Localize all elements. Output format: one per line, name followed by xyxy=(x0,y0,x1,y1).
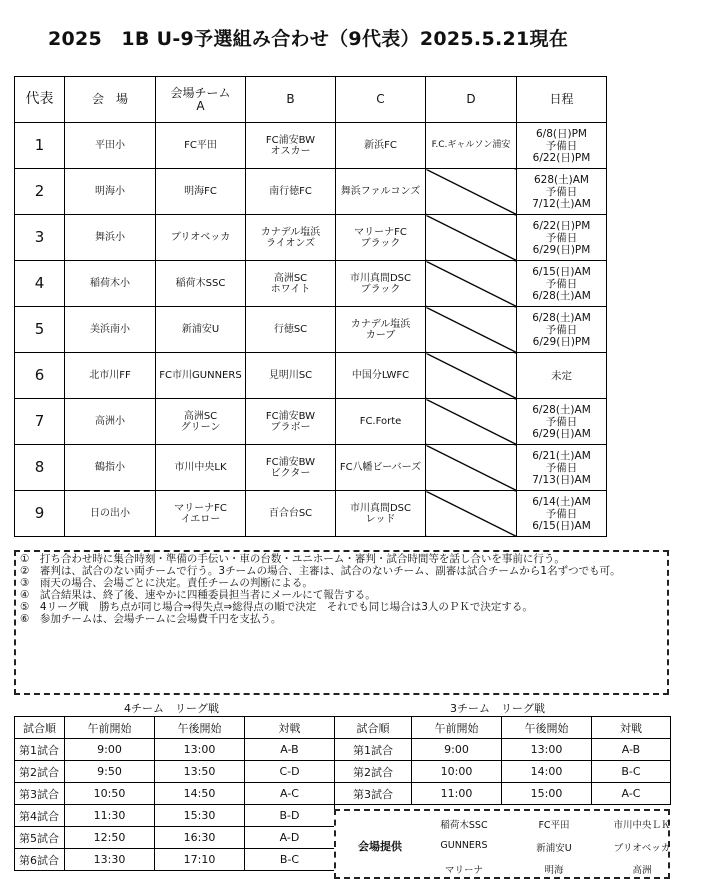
cell-daihyo: 3 xyxy=(15,215,65,261)
schedule-line: 予備日 xyxy=(545,461,578,474)
schedule-row xyxy=(15,215,607,261)
cell-team-c xyxy=(336,307,426,353)
league3-cell: 11:00 xyxy=(412,783,502,805)
team-name-line: ライオンズ xyxy=(265,237,316,249)
schedule-line: 6/21(土)AM xyxy=(532,449,591,462)
cell-venue: 美浜南小 xyxy=(65,307,156,353)
cell-team-d xyxy=(426,261,517,307)
schedule-row xyxy=(15,445,607,491)
cell-daihyo: 1 xyxy=(15,123,65,169)
schedule-line: 6/8(日)PM xyxy=(536,127,587,140)
schedule-line: 6/15(日)AM xyxy=(532,265,591,278)
cell-team-b xyxy=(246,353,336,399)
cell-team-c xyxy=(336,123,426,169)
league3-cell: 第3試合 xyxy=(335,783,412,805)
cell-venue: 日の出小 xyxy=(65,491,156,537)
league3-cell: 13:00 xyxy=(502,739,592,761)
cell-team-c xyxy=(336,215,426,261)
cell-team-b xyxy=(246,399,336,445)
cell-schedule xyxy=(517,215,607,261)
league4-cell: 第6試合 xyxy=(15,849,65,871)
venue-provider-item: 市川中央ＬＫ xyxy=(613,820,671,831)
team-name-line: 市川真間DSC xyxy=(349,502,412,514)
cell-venue: 明海小 xyxy=(65,169,156,215)
schedule-line: 7/12(土)AM xyxy=(532,197,591,210)
league4-cell: 第5試合 xyxy=(15,827,65,849)
league3-cell: B-C xyxy=(592,761,671,783)
schedule-line: 6/15(日)AM xyxy=(532,519,591,532)
venue-provider-item: 明海 xyxy=(544,865,564,876)
header-schedule: 日程 xyxy=(517,77,607,123)
venue-provider-item: ブリオベッカ xyxy=(613,843,671,854)
cell-team-a xyxy=(156,445,246,491)
cell-team-d xyxy=(426,307,517,353)
team-name-line: マリーナFC xyxy=(174,502,227,514)
cell-schedule xyxy=(517,445,607,491)
league4-caption: 4チーム リーグ戦 xyxy=(124,702,219,715)
league4-header: 対戦 xyxy=(245,717,335,739)
team-name-line: ブラック xyxy=(360,283,401,295)
league3-cell: 第2試合 xyxy=(335,761,412,783)
cell-venue: 高洲小 xyxy=(65,399,156,445)
schedule-row xyxy=(15,307,607,353)
league-row xyxy=(15,761,671,783)
cell-daihyo: 2 xyxy=(15,169,65,215)
schedule-line: 7/13(日)AM xyxy=(532,473,591,486)
cell-team-a xyxy=(156,399,246,445)
league4-cell: C-D xyxy=(245,761,335,783)
team-name-line: 舞浜ファルコンズ xyxy=(340,186,421,197)
league4-cell: 13:50 xyxy=(155,761,245,783)
league4-cell: 15:30 xyxy=(155,805,245,827)
league3-cell: 15:00 xyxy=(502,783,592,805)
cell-team-c xyxy=(336,399,426,445)
schedule-row xyxy=(15,491,607,537)
venue-provider-item: マリーナ xyxy=(444,865,483,876)
team-name-line: FC平田 xyxy=(184,140,217,151)
cell-team-c xyxy=(336,353,426,399)
league-row xyxy=(15,739,671,761)
schedule-line: 628(土)AM xyxy=(534,173,589,186)
schedule-line: 予備日 xyxy=(545,507,578,520)
team-name-line: カナデル塩浜 xyxy=(350,318,411,330)
cell-team-d xyxy=(426,169,517,215)
league4-cell: 第4試合 xyxy=(15,805,65,827)
cell-team-d: F.C.ギャルソン浦安 xyxy=(426,123,517,169)
cell-daihyo: 9 xyxy=(15,491,65,537)
schedule-line: 予備日 xyxy=(545,231,578,244)
cell-team-b xyxy=(246,169,336,215)
league3-cell: A-B xyxy=(592,739,671,761)
note-line: ② 審判は、試合のない両チームで行う。3チームの場合、主審は、試合のないチーム、副審は試合チームから1名ずつでも可。 xyxy=(20,565,621,577)
league3-caption: 3チーム リーグ戦 xyxy=(450,702,545,715)
venue-provider-item: GUNNERS xyxy=(440,840,488,851)
schedule-line: 6/29(日)PM xyxy=(532,335,591,348)
league4-cell: A-C xyxy=(245,783,335,805)
cell-team-a xyxy=(156,261,246,307)
team-name-line: 見明川SC xyxy=(268,370,313,381)
league3-header: 試合順 xyxy=(335,717,412,739)
header-team-a-line1: 会場チーム xyxy=(170,85,231,100)
header-team-a xyxy=(156,77,246,123)
team-name-line: マリーナFC xyxy=(354,226,407,238)
cell-venue: 北市川FF xyxy=(65,353,156,399)
schedule-row xyxy=(15,399,607,445)
cell-schedule xyxy=(517,123,607,169)
schedule-line: 6/29(日)PM xyxy=(532,243,591,256)
team-name-line: カナデル塩浜 xyxy=(260,226,321,238)
league3-cell: A-C xyxy=(592,783,671,805)
cell-team-a xyxy=(156,353,246,399)
cell-team-b xyxy=(246,491,336,537)
cell-team-d xyxy=(426,215,517,261)
team-name-line: FC市川GUNNERS xyxy=(159,370,242,381)
league4-cell: 第2試合 xyxy=(15,761,65,783)
league3-cell: 14:00 xyxy=(502,761,592,783)
cell-team-c xyxy=(336,261,426,307)
schedule-row xyxy=(15,261,607,307)
schedule-row xyxy=(15,169,607,215)
schedule-line: 6/28(土)AM xyxy=(532,311,591,324)
team-name-line: ホワイト xyxy=(270,283,311,295)
main-header-row xyxy=(15,77,607,123)
league4-cell: A-B xyxy=(245,739,335,761)
team-name-line: 市川中央LK xyxy=(174,462,227,473)
team-name-line: グリーン xyxy=(180,421,221,433)
header-team-c: C xyxy=(336,77,426,123)
league-header-row xyxy=(15,717,671,739)
cell-schedule xyxy=(517,169,607,215)
team-name-line: ブラック xyxy=(360,237,401,249)
league4-cell: 13:30 xyxy=(65,849,155,871)
team-name-line: 南行徳FC xyxy=(269,186,312,197)
team-name-line: イエロー xyxy=(180,513,221,525)
cell-team-b xyxy=(246,215,336,261)
notes-box xyxy=(14,550,669,695)
league4-cell: A-D xyxy=(245,827,335,849)
league3-cell: 第1試合 xyxy=(335,739,412,761)
league3-cell: 9:00 xyxy=(412,739,502,761)
league4-cell: B-D xyxy=(245,805,335,827)
cell-venue: 鶴指小 xyxy=(65,445,156,491)
venue-provider-label: 会場提供 xyxy=(358,840,402,853)
cell-team-b xyxy=(246,445,336,491)
league3-header: 午前開始 xyxy=(412,717,502,739)
main-schedule-table xyxy=(14,76,607,537)
team-name-line: 市川真間DSC xyxy=(349,272,412,284)
cell-team-a xyxy=(156,123,246,169)
team-name-line: FC八幡ビーバーズ xyxy=(339,462,422,473)
cell-daihyo: 4 xyxy=(15,261,65,307)
header-daihyo: 代表 xyxy=(15,77,65,123)
league4-cell: 9:50 xyxy=(65,761,155,783)
league4-header: 午後開始 xyxy=(155,717,245,739)
cell-team-d xyxy=(426,399,517,445)
cell-schedule xyxy=(517,491,607,537)
team-name-line: レッド xyxy=(365,513,396,525)
team-name-line: 高洲SC xyxy=(183,410,218,422)
note-line: ⑥ 参加チームは、会場チームに会場費千円を支払う。 xyxy=(20,613,282,625)
league4-cell: 17:10 xyxy=(155,849,245,871)
cell-team-d xyxy=(426,445,517,491)
cell-daihyo: 8 xyxy=(15,445,65,491)
team-name-line: 新浜FC xyxy=(364,140,397,151)
header-team-b: B xyxy=(246,77,336,123)
league4-cell: 13:00 xyxy=(155,739,245,761)
cell-schedule xyxy=(517,307,607,353)
cell-team-a xyxy=(156,307,246,353)
team-name-line: 高洲SC xyxy=(273,272,308,284)
team-name-line: ブラボー xyxy=(270,421,311,433)
venue-provider-box xyxy=(334,809,670,879)
schedule-line: 6/29(日)AM xyxy=(532,427,591,440)
cell-schedule xyxy=(517,399,607,445)
league3-cell: 10:00 xyxy=(412,761,502,783)
note-line: ④ 試合結果は、終了後、速やかに四種委員担当者にメールにて報告する。 xyxy=(20,589,376,601)
league4-cell: 第1試合 xyxy=(15,739,65,761)
league4-cell: 11:30 xyxy=(65,805,155,827)
cell-daihyo: 7 xyxy=(15,399,65,445)
cell-daihyo: 6 xyxy=(15,353,65,399)
cell-team-a xyxy=(156,215,246,261)
schedule-line: 6/28(土)AM xyxy=(532,289,591,302)
cell-schedule xyxy=(517,261,607,307)
schedule-row xyxy=(15,123,607,169)
note-line: ③ 雨天の場合、会場ごとに決定。責任チームの判断による。 xyxy=(20,577,313,589)
schedule-line: 6/14(土)AM xyxy=(532,495,591,508)
team-name-line: 新浦安U xyxy=(181,324,220,335)
schedule-line: 未定 xyxy=(551,369,572,382)
cell-schedule xyxy=(517,353,607,399)
schedule-line: 6/22(日)PM xyxy=(532,151,591,164)
team-name-line: ブリオベッカ xyxy=(170,232,231,243)
cell-daihyo: 5 xyxy=(15,307,65,353)
cell-team-a xyxy=(156,491,246,537)
league4-cell: 12:50 xyxy=(65,827,155,849)
note-line: ① 打ち合わせ時に集合時刻・準備の手伝い・車の台数・ユニホーム・審判・試合時間等を話し合いを事前に行う。 xyxy=(20,553,565,565)
team-name-line: ビクター xyxy=(270,467,311,479)
schedule-line: 予備日 xyxy=(545,415,578,428)
cell-venue: 稲荷木小 xyxy=(65,261,156,307)
cell-team-c xyxy=(336,491,426,537)
venue-provider-item: 高洲 xyxy=(632,865,652,876)
cell-team-c xyxy=(336,169,426,215)
cell-team-c xyxy=(336,445,426,491)
league4-header: 試合順 xyxy=(15,717,65,739)
cell-team-a xyxy=(156,169,246,215)
note-line: ⑤ 4リーグ戦 勝ち点が同じ場合⇒得失点⇒総得点の順で決定 それでも同じ場合は3人のＰＫで決定する。 xyxy=(20,601,533,613)
venue-provider-item: 新浦安U xyxy=(536,843,572,854)
venue-provider-item: FC平田 xyxy=(538,820,570,831)
schedule-line: 予備日 xyxy=(545,185,578,198)
schedule-line: 予備日 xyxy=(545,139,578,152)
team-name-line: FC浦安BW xyxy=(265,410,316,422)
league4-cell: 14:50 xyxy=(155,783,245,805)
schedule-line: 予備日 xyxy=(545,277,578,290)
league4-header: 午前開始 xyxy=(65,717,155,739)
league4-cell: 9:00 xyxy=(65,739,155,761)
schedule-line: 予備日 xyxy=(545,323,578,336)
cell-team-d xyxy=(426,491,517,537)
team-name-line: FC浦安BW xyxy=(265,456,316,468)
venue-provider-item: 稲荷木SSC xyxy=(440,820,488,831)
cell-team-b xyxy=(246,261,336,307)
team-name-line: FC浦安BW xyxy=(265,134,316,146)
cell-venue: 平田小 xyxy=(65,123,156,169)
team-name-line: 中国分LWFC xyxy=(351,370,410,381)
team-name-line: カーブ xyxy=(365,329,396,341)
team-name-line: 明海FC xyxy=(184,186,217,197)
cell-team-b xyxy=(246,123,336,169)
header-venue: 会 場 xyxy=(65,77,156,123)
page-title: 2025 1B U-9予選組み合わせ（9代表）2025.5.21現在 xyxy=(48,28,569,50)
league4-cell: 第3試合 xyxy=(15,783,65,805)
header-team-d: D xyxy=(426,77,517,123)
team-name-line: 稲荷木SSC xyxy=(175,278,226,289)
league3-header: 対戦 xyxy=(592,717,671,739)
cell-team-b xyxy=(246,307,336,353)
header-team-a-line2: A xyxy=(196,98,205,113)
league-row xyxy=(15,783,671,805)
league3-header: 午後開始 xyxy=(502,717,592,739)
team-name-line: FC.Forte xyxy=(359,416,402,427)
cell-team-d xyxy=(426,353,517,399)
schedule-line: 6/22(日)PM xyxy=(532,219,591,232)
cell-venue: 舞浜小 xyxy=(65,215,156,261)
team-name-line: 行徳SC xyxy=(273,324,308,335)
team-name-line: 百合台SC xyxy=(268,508,313,519)
schedule-line: 6/28(土)AM xyxy=(532,403,591,416)
league4-cell: B-C xyxy=(245,849,335,871)
league4-cell: 10:50 xyxy=(65,783,155,805)
schedule-row xyxy=(15,353,607,399)
league4-cell: 16:30 xyxy=(155,827,245,849)
team-name-line: オスカー xyxy=(270,145,311,157)
